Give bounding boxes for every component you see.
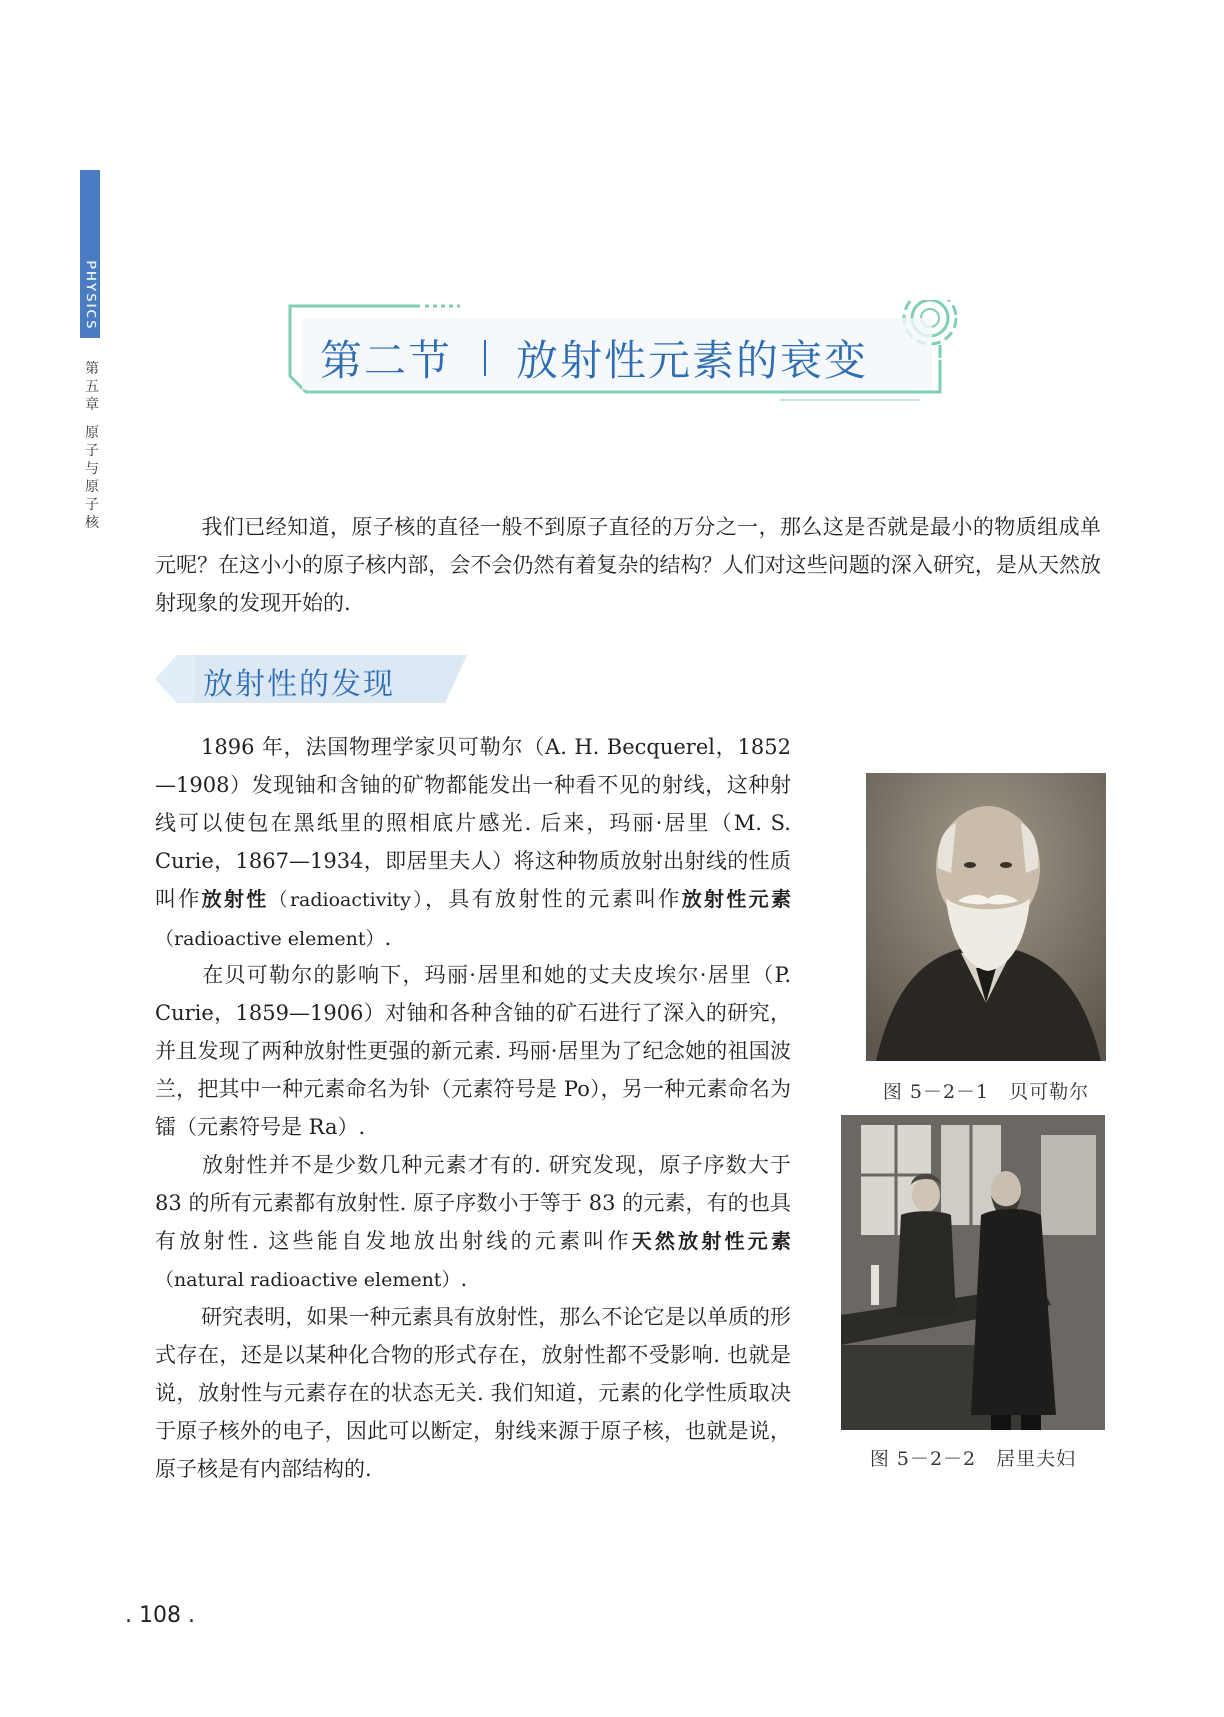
section-title-banner (280, 300, 980, 410)
sidebar-physics-label: PHYSICS (82, 259, 98, 331)
paragraph-nuclear-structure: 研究表明，如果一种元素具有放射性，那么不论它是以单质的形式存在，还是以某种化合物的形式存在，放射性都不受影响. 也就是说，放射性与元素存在的状态无关. 我们知道，元素的化学性质取决于原子核外的电子，因此可以断定，射线来源于原子核，也就是说，原子核是有内部结构的. (155, 1305, 791, 1481)
figure-becquerel-photo (866, 773, 1106, 1061)
term-radioactivity: 放射性 (201, 887, 269, 911)
page-number: . 108 . (125, 1603, 195, 1628)
title-divider (484, 340, 486, 376)
term-natural-radioactive-element: 天然放射性元素 (631, 1229, 791, 1253)
figure-caption-2: 图 5－2－2 居里夫妇 (869, 1448, 1077, 1470)
sidebar-chapter-label: 第 五 章 原 子 与 原 子 核 (85, 361, 99, 531)
term-radioactive-element: 放射性元素 (681, 887, 791, 911)
section-heading: 放射性的发现 (155, 655, 467, 703)
section-number: 第二节 (320, 336, 453, 385)
figure-caption-1: 图 5－2－1 贝可勒尔 (882, 1081, 1090, 1103)
intro-paragraph: 我们已经知道，原子核的直径一般不到原子直径的万分之一，那么这是否就是最小的物质组成单元呢？在这小小的原子核内部，会不会仍然有着复杂的结构？人们对这些问题的深入研究，是从天然放射现象的发现开始的. (155, 515, 1101, 615)
paragraph-natural-elements: 放射性并不是少数几种元素才有的. 研究发现，原子序数大于 83 的所有元素都有放射性. 原子序数小于等于 83 的元素，有的也具有放射性. 这些能自发地放出射线的元素叫作天然放射性元素（natural radioactive element）. (155, 1153, 791, 1291)
figure-curie-couple-photo (841, 1115, 1105, 1430)
paragraph-curie: 在贝可勒尔的影响下，玛丽·居里和她的丈夫皮埃尔·居里（P. Curie，1859—1906）对铀和各种含铀的矿石进行了深入的研究，并且发现了两种放射性更强的新元素. 玛丽·居里为了纪念她的祖国波兰，把其中一种元素命名为钋（元素符号是 Po），另一种元素命名为镭（元素符号是 Ra）. (155, 963, 791, 1139)
section-name: 放射性元素的衰变 (516, 336, 869, 385)
page-title (320, 328, 868, 388)
paragraph-discovery: 1896 年，法国物理学家贝可勒尔（A. H. Becquerel，1852—1908）发现铀和含铀的矿物都能发出一种看不见的射线，这种射线可以使包在黑纸里的照相底片感光. 后来，玛丽·居里（M. S. Curie，1867—1934，即居里夫人）将这种物质放射出射线的性质叫作放射性（radioactivity），具有放射性的元素叫作放射性元素（radioactive element）. (155, 735, 791, 950)
